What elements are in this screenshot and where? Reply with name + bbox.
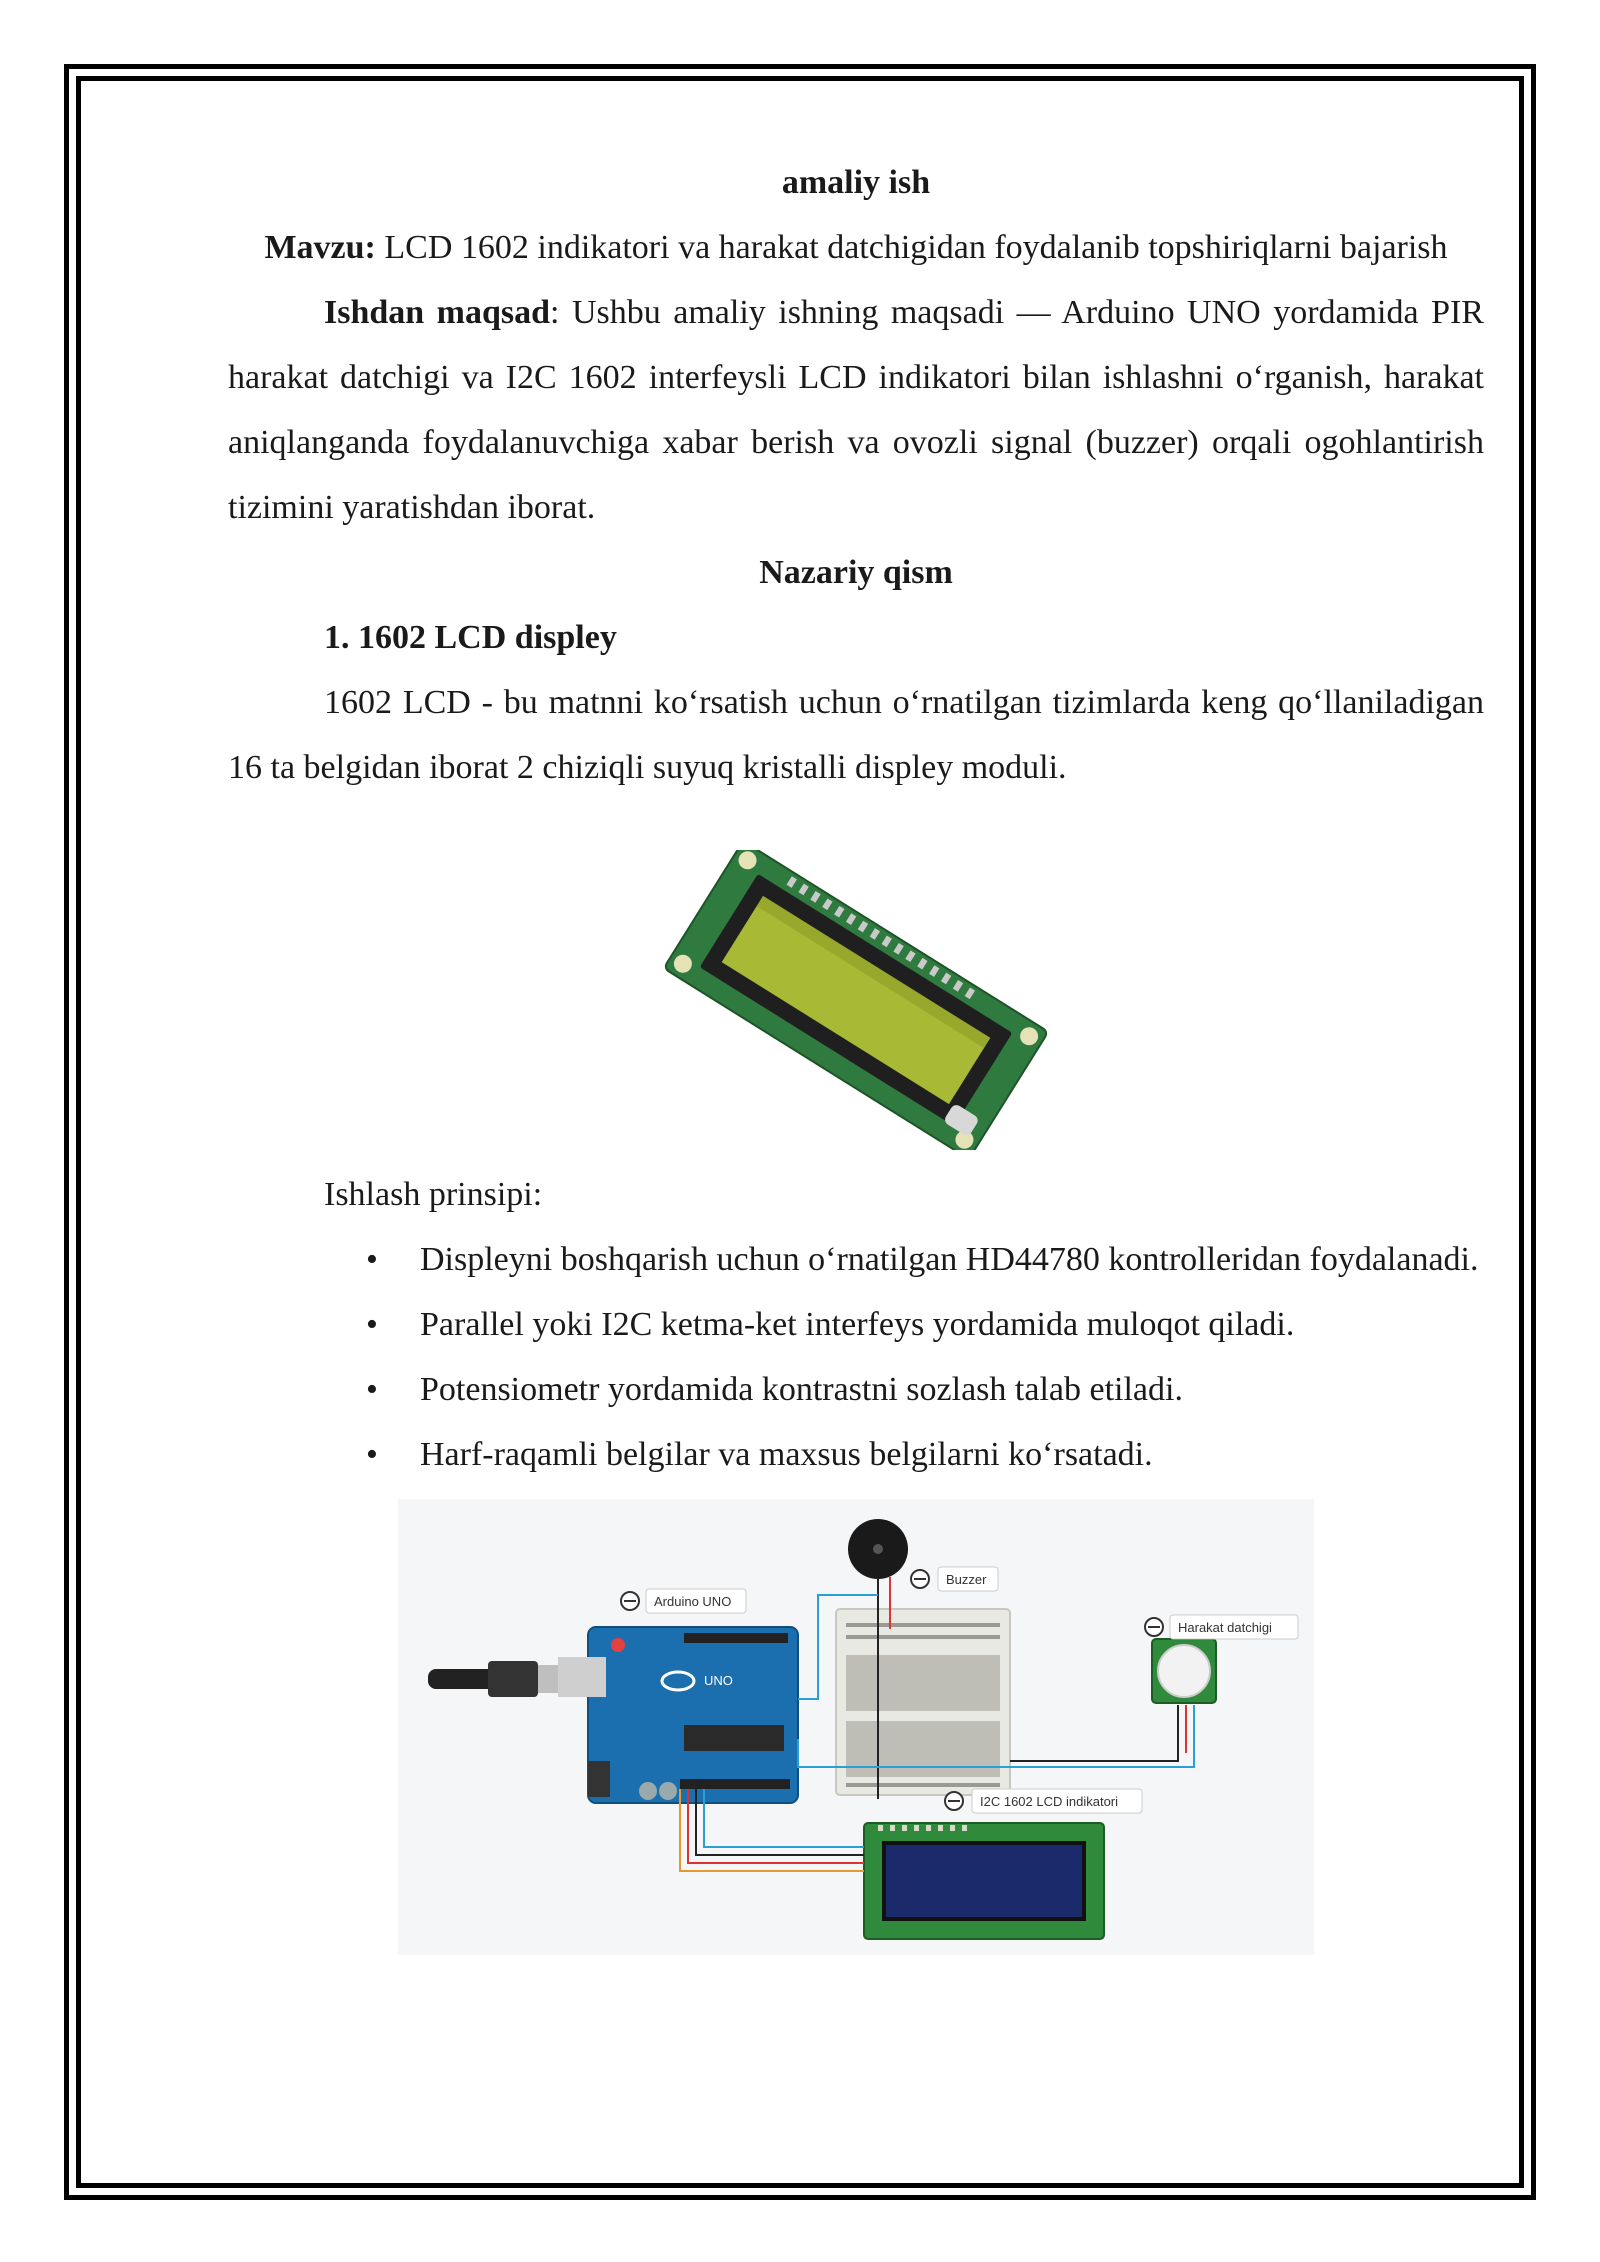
document-body: [228, 140, 1484, 1955]
lcd-module-image: [646, 850, 1066, 1150]
principle-label: Ishlash prinsipi:: [324, 1176, 543, 1213]
topic-paragraph: [228, 215, 1484, 280]
goal-text: : Ushbu amaliy ishning maqsadi — Arduino UNO yordamida PIR harakat datchigi va I2C 1602 interfeysli LCD indikatori bilan ishlashni o‘rganish, harakat aniqlanganda foydalanuvchiga xabar berish va ovozli signal (buzzer) orqali ogohlantirish tizimini yaratishdan iborat.: [228, 294, 1484, 526]
topic-label: Mavzu:: [264, 229, 376, 266]
list-item-text: Potensiometr yordamida kontrastni sozlash talab etiladi.: [420, 1371, 1183, 1408]
list-item-text: Harf-raqamli belgilar va maxsus belgilarni ko‘rsatadi.: [420, 1436, 1153, 1473]
bullet-icon: •: [366, 1241, 378, 1278]
list-item-text: Parallel yoki I2C ketma-ket interfeys yordamida muloqot qiladi.: [420, 1306, 1295, 1343]
uno-logo-text: UNO: [704, 1673, 733, 1688]
section-title: 1. 1602 LCD displey: [324, 619, 617, 656]
buzzer-label-text: Buzzer: [946, 1572, 987, 1587]
lcd-description: 1602 LCD - bu matnni ko‘rsatish uchun o‘rnatilgan tizimlarda keng qo‘llaniladigan 16 ta belgidan iborat 2 chiziqli suyuq kristalli displey moduli.: [228, 684, 1484, 786]
buzzer-label: [911, 1567, 998, 1591]
list-item-text: Displeyni boshqarish uchun o‘rnatilgan HD44780 kontrolleridan foydalanadi.: [420, 1241, 1479, 1278]
bullet-icon: •: [366, 1436, 378, 1473]
lcd-label-text: I2C 1602 LCD indikatori: [980, 1794, 1119, 1809]
goal-label: Ishdan maqsad: [324, 294, 551, 331]
sensor-label-text: Harakat datchigi: [1178, 1620, 1272, 1635]
list-item: [228, 1357, 1484, 1422]
list-item: [228, 1227, 1484, 1292]
bullet-icon: •: [366, 1306, 378, 1343]
lcd-label: [945, 1789, 1142, 1813]
theory-heading: Nazariy qism: [759, 554, 953, 591]
arduino-label-text: Arduino UNO: [654, 1594, 732, 1609]
document-title: amaliy ish: [781, 164, 931, 201]
bullet-icon: •: [366, 1371, 378, 1408]
list-item: [228, 1422, 1484, 1487]
goal-paragraph: [228, 280, 1484, 540]
circuit-diagram-image: [398, 1499, 1314, 1955]
list-item: [228, 1292, 1484, 1357]
principle-list: [228, 1227, 1484, 1487]
topic-text: LCD 1602 indikatori va harakat datchigidan foydalanib topshiriqlarni bajarish: [375, 229, 1448, 266]
